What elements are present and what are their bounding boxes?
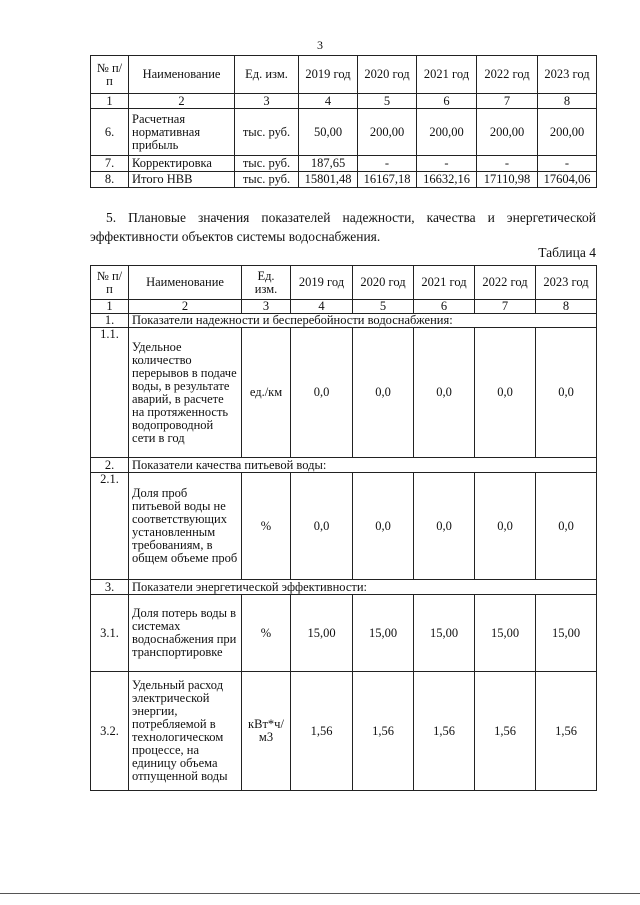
table-cell: 1,56 — [475, 672, 536, 791]
table-cell: 0,0 — [536, 473, 597, 580]
table-cell: % — [242, 595, 291, 672]
table-cell: 16632,16 — [417, 172, 477, 188]
table-caption: Таблица 4 — [538, 245, 596, 260]
table-cell: 0,0 — [536, 328, 597, 458]
table-cell: Доля потерь воды в системах водоснабжения при транспортировке — [129, 595, 242, 672]
table-cell: 15,00 — [291, 595, 353, 672]
section-row — [91, 458, 597, 473]
table-cell: % — [242, 473, 291, 580]
column-number-cell: 7 — [477, 94, 538, 109]
indicators-table — [90, 265, 597, 791]
header-cell: 2023 год — [538, 56, 597, 94]
table-cell: 0,0 — [353, 328, 414, 458]
table-cell: 15,00 — [414, 595, 475, 672]
column-number-cell: 3 — [242, 300, 291, 314]
column-number-cell: 4 — [299, 94, 358, 109]
header-cell: 2022 год — [475, 266, 536, 300]
header-cell: 2023 год — [536, 266, 597, 300]
section-title: Показатели энергетической эффективности: — [129, 580, 597, 595]
table-cell: 0,0 — [414, 328, 475, 458]
column-number-cell: 6 — [414, 300, 475, 314]
header-cell: № п/п — [91, 56, 129, 94]
table-row — [91, 328, 597, 458]
table-cell: 3.2. — [91, 672, 129, 791]
table-row — [91, 109, 597, 156]
table-cell: 1,56 — [536, 672, 597, 791]
table-cell: 0,0 — [291, 473, 353, 580]
header-cell: Наименование — [129, 266, 242, 300]
table-cell: 0,0 — [414, 473, 475, 580]
table-cell: 1,56 — [414, 672, 475, 791]
table-row — [91, 672, 597, 791]
table-cell: Удельный расход электрической энергии, потребляемой в технологическом процессе, на единицу объема отпущенной воды — [129, 672, 242, 791]
table-cell: Удельное количество перерывов в подаче воды, в результате аварий, в расчете на протяженность водопроводной сети в год — [129, 328, 242, 458]
table-cell: кВт*ч/м3 — [242, 672, 291, 791]
column-number-cell: 2 — [129, 300, 242, 314]
section-number: 3. — [91, 580, 129, 595]
column-number-cell: 8 — [536, 300, 597, 314]
table-cell: 16167,18 — [358, 172, 417, 188]
table-cell: 187,65 — [299, 156, 358, 172]
table-cell: 17604,06 — [538, 172, 597, 188]
table-cell: 8. — [91, 172, 129, 188]
table-cell: 15801,48 — [299, 172, 358, 188]
section-title: Показатели качества питьевой воды: — [129, 458, 597, 473]
page-number: 3 — [317, 38, 323, 52]
bottom-divider — [0, 893, 640, 894]
table-cell: 1.1. — [91, 328, 129, 458]
table-cell: тыс. руб. — [235, 109, 299, 156]
table-row — [91, 473, 597, 580]
column-number-cell: 4 — [291, 300, 353, 314]
table-cell: тыс. руб. — [235, 156, 299, 172]
section-row — [91, 314, 597, 328]
table-cell: 1,56 — [291, 672, 353, 791]
table-cell: 1,56 — [353, 672, 414, 791]
table-cell: Итого НВВ — [129, 172, 235, 188]
section-paragraph — [90, 208, 596, 246]
table-cell: 15,00 — [536, 595, 597, 672]
column-number-cell: 3 — [235, 94, 299, 109]
header-cell: Ед. изм. — [235, 56, 299, 94]
tariff-table — [90, 55, 597, 188]
column-number-cell: 8 — [538, 94, 597, 109]
column-number-cell: 7 — [475, 300, 536, 314]
table-cell: - — [358, 156, 417, 172]
table-cell: 200,00 — [358, 109, 417, 156]
table-cell: 15,00 — [353, 595, 414, 672]
header-cell: Наименование — [129, 56, 235, 94]
table-row — [91, 172, 597, 188]
column-number-cell: 5 — [358, 94, 417, 109]
table-cell: 0,0 — [475, 473, 536, 580]
table-cell: Расчетная нормативная прибыль — [129, 109, 235, 156]
table-cell: 7. — [91, 156, 129, 172]
table-cell: 0,0 — [291, 328, 353, 458]
header-cell: 2019 год — [299, 56, 358, 94]
table-cell: 3.1. — [91, 595, 129, 672]
table-cell: 50,00 — [299, 109, 358, 156]
table-row — [91, 156, 597, 172]
header-cell: 2021 год — [414, 266, 475, 300]
table-cell: Доля проб питьевой воды не соответствующих установленным требованиям, в общем объеме проб — [129, 473, 242, 580]
table-cell: 200,00 — [538, 109, 597, 156]
header-cell: 2019 год — [291, 266, 353, 300]
header-cell: 2021 год — [417, 56, 477, 94]
column-number-row — [91, 94, 597, 109]
table-cell: - — [477, 156, 538, 172]
table-cell: 6. — [91, 109, 129, 156]
table-header-row — [91, 56, 597, 94]
section-number: 2. — [91, 458, 129, 473]
table-cell: - — [417, 156, 477, 172]
header-cell: 2022 год — [477, 56, 538, 94]
table-cell: ед./км — [242, 328, 291, 458]
column-number-cell: 2 — [129, 94, 235, 109]
column-number-cell: 5 — [353, 300, 414, 314]
table-cell: 2.1. — [91, 473, 129, 580]
paragraph-text: 5. Плановые значения показателей надежности, качества и энергетической эффективности объектов системы водоснабжения. — [90, 210, 596, 244]
table-cell: Корректировка — [129, 156, 235, 172]
table-cell: 200,00 — [417, 109, 477, 156]
section-number: 1. — [91, 314, 129, 328]
header-cell: 2020 год — [358, 56, 417, 94]
column-number-cell: 1 — [91, 300, 129, 314]
table-cell: 0,0 — [353, 473, 414, 580]
section-row — [91, 580, 597, 595]
header-cell: 2020 год — [353, 266, 414, 300]
table-row — [91, 595, 597, 672]
column-number-cell: 1 — [91, 94, 129, 109]
table-cell: тыс. руб. — [235, 172, 299, 188]
header-cell: Ед. изм. — [242, 266, 291, 300]
table-cell: 200,00 — [477, 109, 538, 156]
table-header-row — [91, 266, 597, 300]
column-number-cell: 6 — [417, 94, 477, 109]
table-cell: 15,00 — [475, 595, 536, 672]
column-number-row — [91, 300, 597, 314]
table-cell: 0,0 — [475, 328, 536, 458]
table-cell: - — [538, 156, 597, 172]
header-cell: № п/п — [91, 266, 129, 300]
table-cell: 17110,98 — [477, 172, 538, 188]
section-title: Показатели надежности и бесперебойности водоснабжения: — [129, 314, 597, 328]
